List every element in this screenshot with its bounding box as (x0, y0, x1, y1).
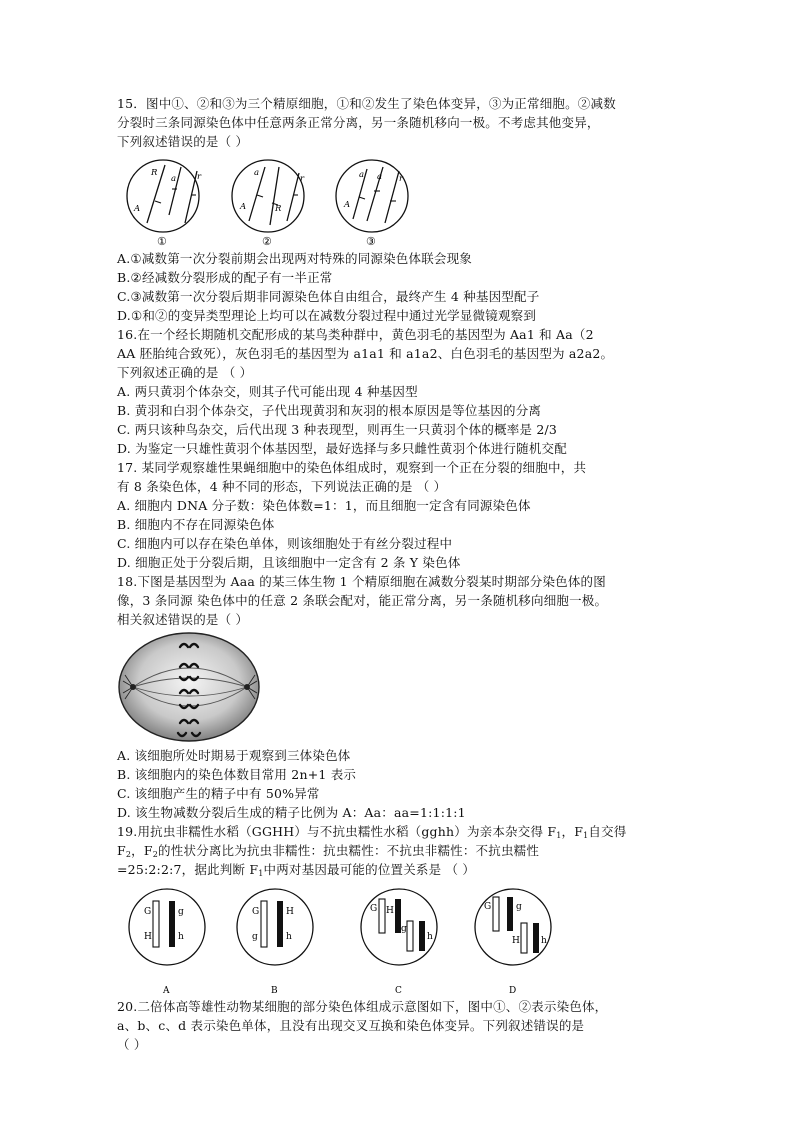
gene-letter: G (144, 907, 152, 917)
option-label: D (509, 986, 517, 996)
q15-cells-diagram (117, 151, 417, 249)
q18-option-a: A. 该细胞所处时期易于观察到三体染色体 (117, 748, 351, 763)
gene-letter: r (399, 174, 404, 184)
cell-label: ③ (366, 235, 376, 248)
q19-line2-part-c: 的性状分离比为抗虫非糯性：抗虫糯性：不抗虫非糯性：不抗虫糯性 (158, 843, 540, 858)
q19-option-b-cell (237, 889, 313, 996)
q17-option-c: C. 细胞内可以存在染色单体，则该细胞处于有丝分裂过程中 (117, 536, 453, 551)
gene-letter: a (359, 170, 365, 180)
question-15 (117, 94, 683, 325)
q15-option-a: A.①减数第一次分裂前期会出现两对特殊的同源染色体联会现象 (117, 251, 473, 266)
gene-letter: h (178, 932, 184, 942)
q17-stem-line-1: 17. 某同学观察雄性果蝇细胞中的染色体组成时，观察到一个正在分裂的细胞中，共 (117, 460, 587, 475)
q17-option-b: B. 细胞内不存在同源染色体 (117, 517, 275, 532)
gene-letter: A (240, 202, 247, 212)
gene-letter: H (144, 932, 152, 942)
f1-subscript: 1 (583, 831, 589, 840)
q19-options-diagram (117, 879, 557, 997)
q15-cell-1 (127, 160, 202, 248)
q19-stem-line-1 (117, 822, 683, 841)
q15-stem-line-3: 下列叙述错误的是（ ） (117, 134, 249, 149)
q19-option-a-cell (129, 889, 205, 996)
gene-letter: G (484, 902, 492, 912)
f2-subscript: 2 (152, 850, 159, 859)
cell-label: ① (157, 235, 167, 248)
gene-letter: g (178, 907, 184, 917)
option-label: A (163, 986, 170, 996)
gene-letter: g (401, 924, 407, 934)
gene-letter: r (300, 174, 305, 184)
question-16 (117, 325, 683, 458)
q16-option-b: B. 黄羽和白羽个体杂交，子代出现黄羽和灰羽的根本原因是等位基因的分离 (117, 403, 542, 418)
gene-letter: g (516, 902, 522, 912)
q15-stem-line-1: 15．图中①、②和③为三个精原细胞，①和②发生了染色体变异，③为正常细胞。②减数 (117, 96, 616, 111)
q19-option-d-cell (475, 889, 551, 996)
gene-letter: g (252, 932, 258, 942)
gene-letter: G (252, 907, 260, 917)
q18-meiosis-cell-diagram (117, 629, 267, 746)
exam-page (117, 94, 683, 1054)
q16-stem-line-3: 下列叙述正确的是 （ ） (117, 365, 253, 380)
q19-stem-line-3 (117, 860, 683, 879)
q18-figure (117, 629, 683, 746)
q20-stem-line-2: a、b、c、d 表示染色单体，且没有出现交叉互换和染色体变异。下列叙述错误的是 (117, 1018, 585, 1033)
gene-letter: G (370, 904, 378, 914)
q19-line3-part-a: =25:2:2:7，据此判断 F (117, 862, 259, 877)
chromosome (185, 171, 197, 223)
gene-letter: r (197, 172, 202, 182)
gene-letter: H (286, 907, 294, 917)
chromosome (270, 167, 279, 225)
q15-cell-2 (232, 160, 305, 248)
q20-stem-line-3: （ ） (117, 1037, 147, 1052)
question-19 (117, 822, 683, 997)
option-label: C (395, 986, 402, 996)
q19-line2-part-a: F (117, 843, 126, 858)
q16-stem-line-1: 16.在一个经长期随机交配形成的某鸟类种群中，黄色羽毛的基因型为 Aa1 和 Aa（2 (117, 327, 594, 342)
f2-subscript: 2 (125, 850, 132, 859)
q17-stem-line-2: 有 8 条染色体，4 种不同的形态，下列说法正确的是 （ ） (117, 479, 447, 494)
q16-stem-line-2: AA 胚胎纯合致死），灰色羽毛的基因型为 a1a1 和 a1a2、白色羽毛的基因型为 a2a2。 (117, 346, 614, 361)
chromosome-mark (257, 195, 263, 197)
q17-option-a: A. 细胞内 DNA 分子数：染色体数=1：1，而且细胞一定含有同源染色体 (117, 498, 531, 513)
q19-stem-line-2 (117, 841, 683, 860)
chromosome-mark (359, 197, 365, 199)
gene-letter: R (151, 168, 158, 178)
chromosome-mark (155, 201, 161, 203)
q16-option-a: A. 两只黄羽个体杂交，则其子代可能出现 4 种基因型 (117, 384, 418, 399)
q17-option-d: D. 细胞正处于分裂后期，且该细胞中一定含有 2 条 Y 染色体 (117, 555, 461, 570)
gene-letter: a (254, 168, 260, 178)
q16-option-c: C. 两只该种鸟杂交，后代出现 3 种表现型，则再生一只黄羽个体的概率是 2/3 (117, 422, 558, 437)
q18-option-c: C. 该细胞产生的精子中有 50%异常 (117, 786, 320, 801)
q18-stem-line-1: 18.下图是基因型为 Aaa 的某三体生物 1 个精原细胞在减数分裂某时期部分染色体的图 (117, 574, 606, 589)
q20-stem-line-1: 20.二倍体高等雄性动物某细胞的部分染色体组成示意图如下，图中①、②表示染色体， (117, 999, 608, 1014)
q19-figure (117, 879, 683, 997)
q19-option-c-cell (361, 889, 437, 996)
gene-letter: A (134, 204, 141, 214)
f1-subscript: 1 (556, 831, 562, 840)
gene-letter: H (512, 936, 520, 946)
gene-letter: H (386, 906, 394, 916)
gene-letter: A (344, 200, 351, 210)
f1-subscript: 1 (258, 869, 264, 878)
q19-line2-part-b: ，F (131, 843, 153, 858)
gene-letter: h (286, 932, 292, 942)
q18-stem-line-2: 像，3 条同源 染色体中的任意 2 条联会配对，能正常分离，另一条随机移向细胞一极。 (117, 593, 608, 608)
q19-line1-part-c: 自交得 (588, 824, 627, 839)
q15-option-b: B.②经减数分裂形成的配子有一半正常 (117, 270, 333, 285)
q19-line1-part-a: 19.用抗虫非糯性水稻（GGHH）与不抗虫糯性水稻（gghh）为亲本杂交得 F (117, 824, 557, 839)
chromosome (385, 171, 399, 223)
cell-membrane (336, 160, 408, 232)
q15-cell-3 (336, 160, 408, 248)
option-label: B (271, 986, 278, 996)
q15-stem-line-2: 分裂时三条同源染色体中任意两条正常分离，另一条随机移向一极。不考虑其他变异， (117, 115, 600, 130)
q19-line3-part-b: 中两对基因最可能的位置关系是 （ ） (263, 862, 476, 877)
q19-line1-part-b: ，F (561, 824, 584, 839)
q15-figure (117, 151, 683, 249)
cell-label: ② (262, 235, 272, 248)
q16-option-d: D. 为鉴定一只雄性黄羽个体基因型，最好选择与多只雌性黄羽个体进行随机交配 (117, 441, 567, 456)
gene-letter: h (541, 936, 547, 946)
chromosome (287, 173, 299, 221)
question-20 (117, 997, 683, 1054)
gene-letter: a (171, 174, 177, 184)
q15-option-d: D.①和②的变异类型理论上均可以在减数分裂过程中通过光学显微镜观察到 (117, 308, 537, 323)
q18-option-d: D. 该生物减数分裂后生成的精子比例为 A：Aa：aa=1:1:1:1 (117, 805, 466, 820)
q18-stem-line-3: 相关叙述错误的是（ ） (117, 612, 249, 627)
q15-option-c: C.③减数第一次分裂后期非同源染色体自由组合，最终产生 4 种基因型配子 (117, 289, 540, 304)
cell-body (119, 633, 259, 741)
gene-letter: a (377, 172, 383, 182)
question-18 (117, 572, 683, 822)
q18-option-b: B. 该细胞内的染色体数目常用 2n+1 表示 (117, 767, 357, 782)
gene-letter: h (427, 932, 433, 942)
question-17 (117, 458, 683, 572)
gene-letter: R (275, 204, 282, 214)
